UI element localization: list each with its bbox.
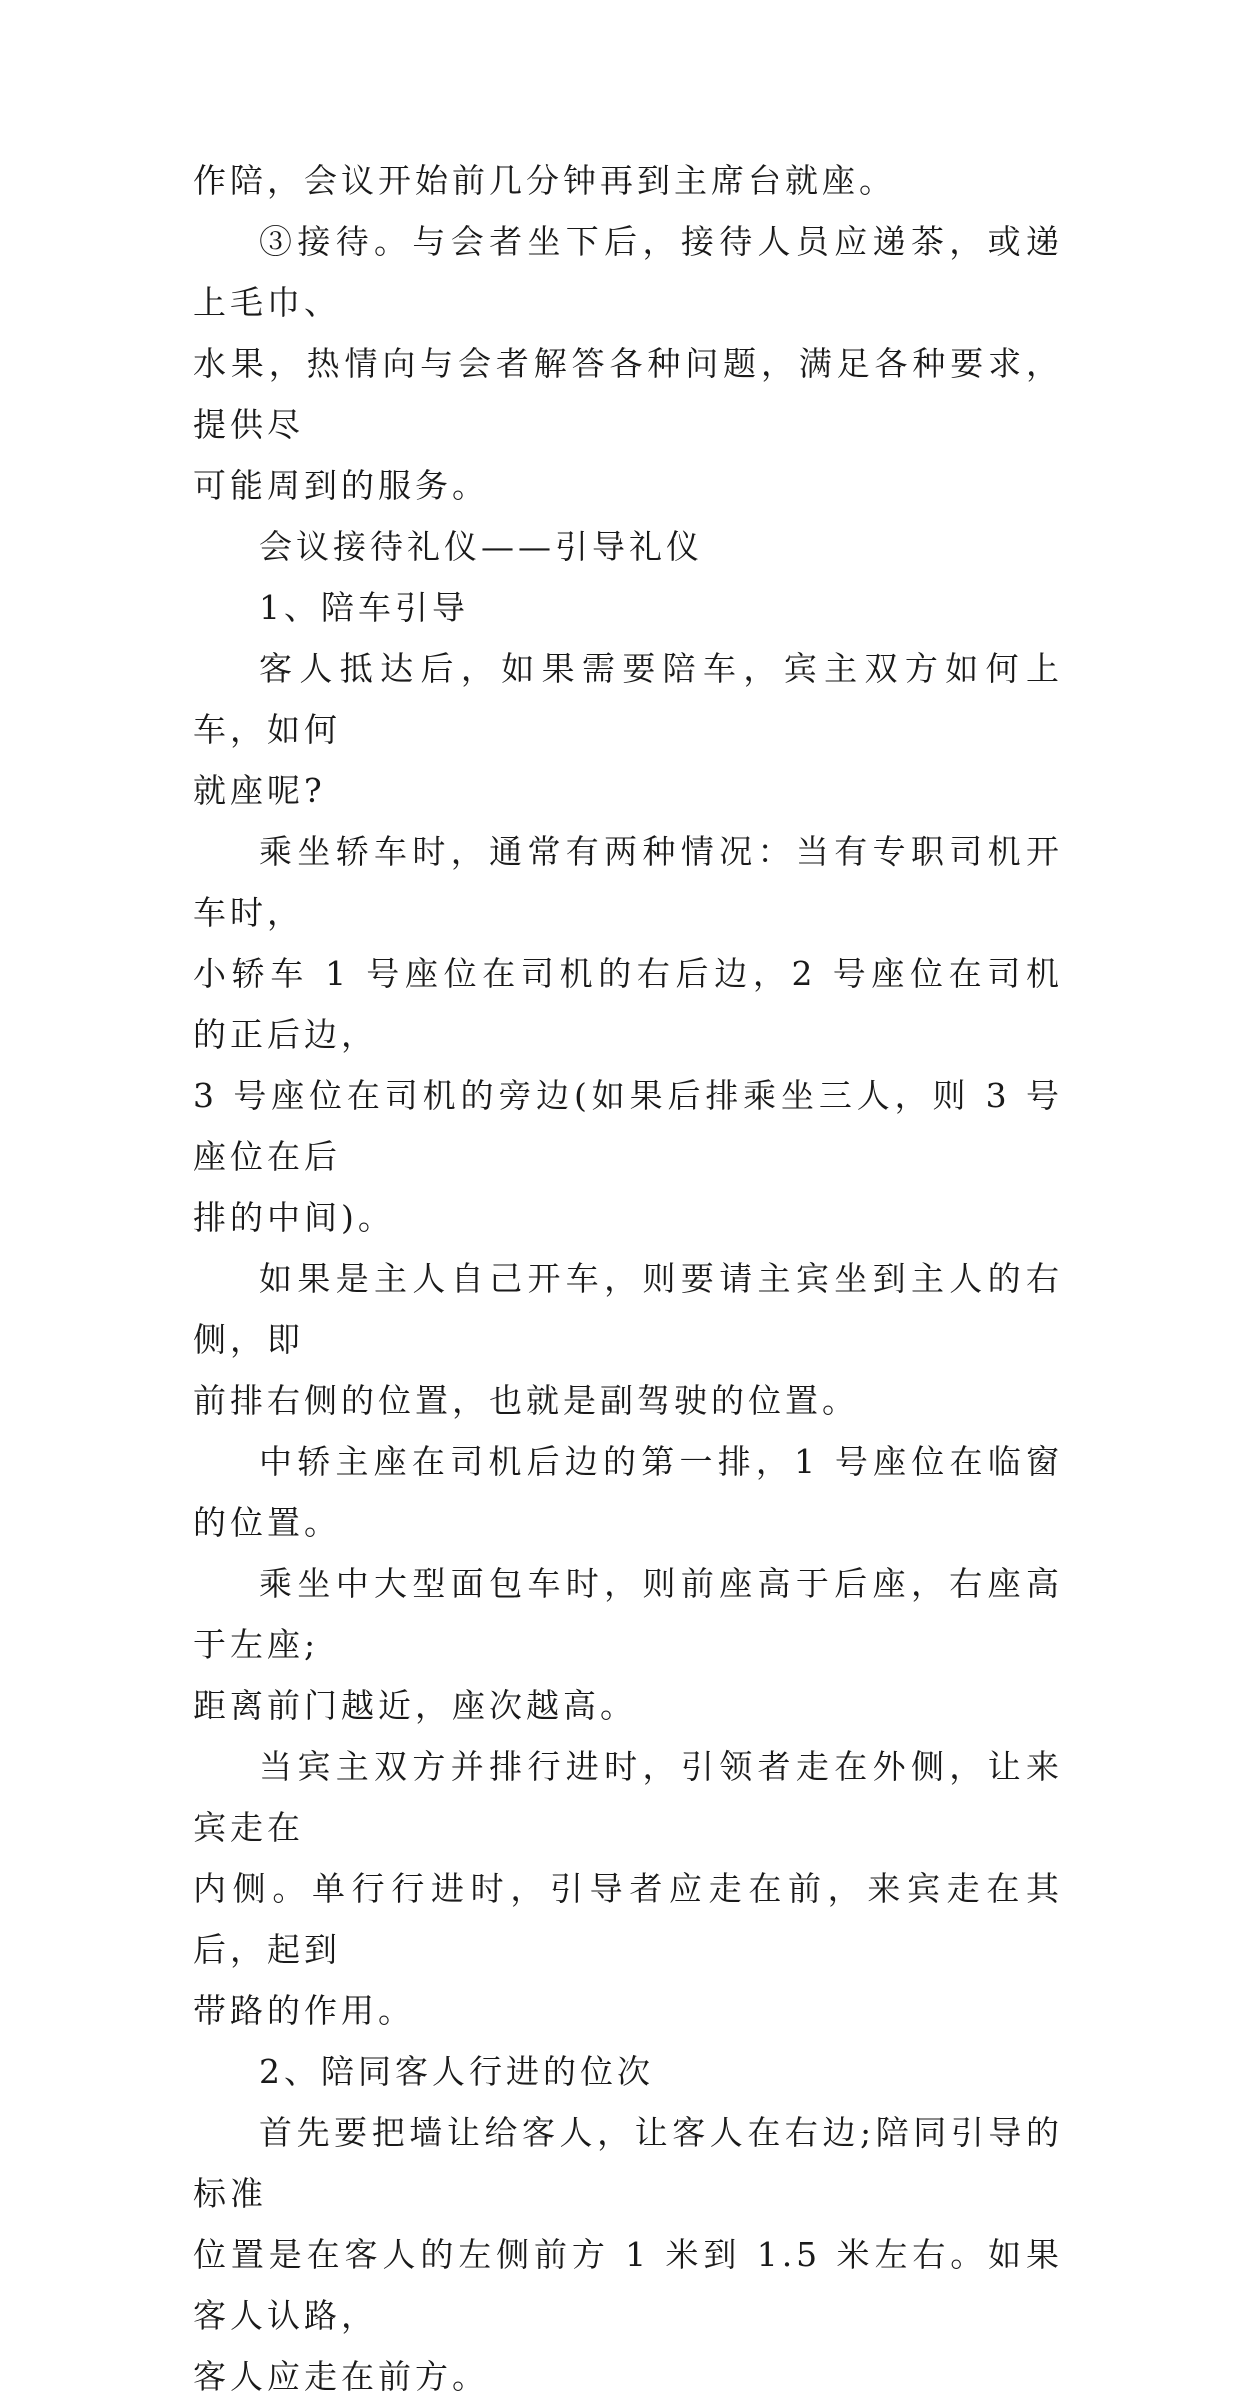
line: 当宾主双方并排行进时，引领者走在外侧，让来宾走在	[193, 1747, 1063, 1847]
line: 3 号座位在司机的旁边(如果后排乘坐三人，则 3 号座位在后	[193, 1076, 1063, 1176]
line: 位置是在客人的左侧前方 1 米到 1.5 米左右。如果客人认路，	[193, 2235, 1063, 2335]
line: 排的中间)。	[193, 1198, 395, 1237]
subheading-1	[193, 577, 1063, 638]
line: 乘坐轿车时，通常有两种情况：当有专职司机开车时，	[193, 832, 1063, 932]
line: 可能周到的服务。	[193, 466, 489, 505]
line: 乘坐中大型面包车时，则前座高于后座，右座高于左座;	[193, 1564, 1063, 1664]
line: 客人应走在前方。	[193, 2357, 489, 2396]
line: 1、陪车引导	[259, 588, 469, 627]
line: 如果是主人自己开车，则要请主宾坐到主人的右侧，即	[193, 1259, 1063, 1359]
paragraph-1	[193, 150, 1063, 211]
paragraph-9	[193, 2102, 1063, 2407]
line: 作陪，会议开始前几分钟再到主席台就座。	[193, 161, 896, 200]
line: 首先要把墙让给客人，让客人在右边;陪同引导的标准	[193, 2113, 1063, 2213]
section-heading-1	[193, 516, 1063, 577]
line: 会议接待礼仪——引导礼仪	[259, 527, 703, 566]
line: 中轿主座在司机后边的第一排，1 号座位在临窗的位置。	[193, 1442, 1063, 1542]
subheading-2	[193, 2041, 1063, 2102]
paragraph-7	[193, 1553, 1063, 1736]
line: 前排右侧的位置，也就是副驾驶的位置。	[193, 1381, 859, 1420]
line: 客人抵达后，如果需要陪车，宾主双方如何上车，如何	[193, 649, 1063, 749]
line: 小轿车 1 号座位在司机的右后边，2 号座位在司机的正后边，	[193, 954, 1063, 1054]
line: 2、陪同客人行进的位次	[259, 2052, 654, 2091]
line: 内侧。单行行进时，引导者应走在前，来宾走在其后，起到	[193, 1869, 1063, 1969]
paragraph-8	[193, 1736, 1063, 2041]
paragraph-2	[193, 211, 1063, 516]
document-page	[193, 150, 1063, 2407]
line: 距离前门越近，座次越高。	[193, 1686, 637, 1725]
paragraph-3	[193, 638, 1063, 821]
line: 就座呢?	[193, 771, 326, 810]
line: 水果，热情向与会者解答各种问题，满足各种要求，提供尽	[193, 344, 1063, 444]
paragraph-4	[193, 821, 1063, 1248]
paragraph-5	[193, 1248, 1063, 1431]
line: 带路的作用。	[193, 1991, 415, 2030]
paragraph-6	[193, 1431, 1063, 1553]
line: ③接待。与会者坐下后，接待人员应递茶，或递上毛巾、	[193, 222, 1063, 322]
